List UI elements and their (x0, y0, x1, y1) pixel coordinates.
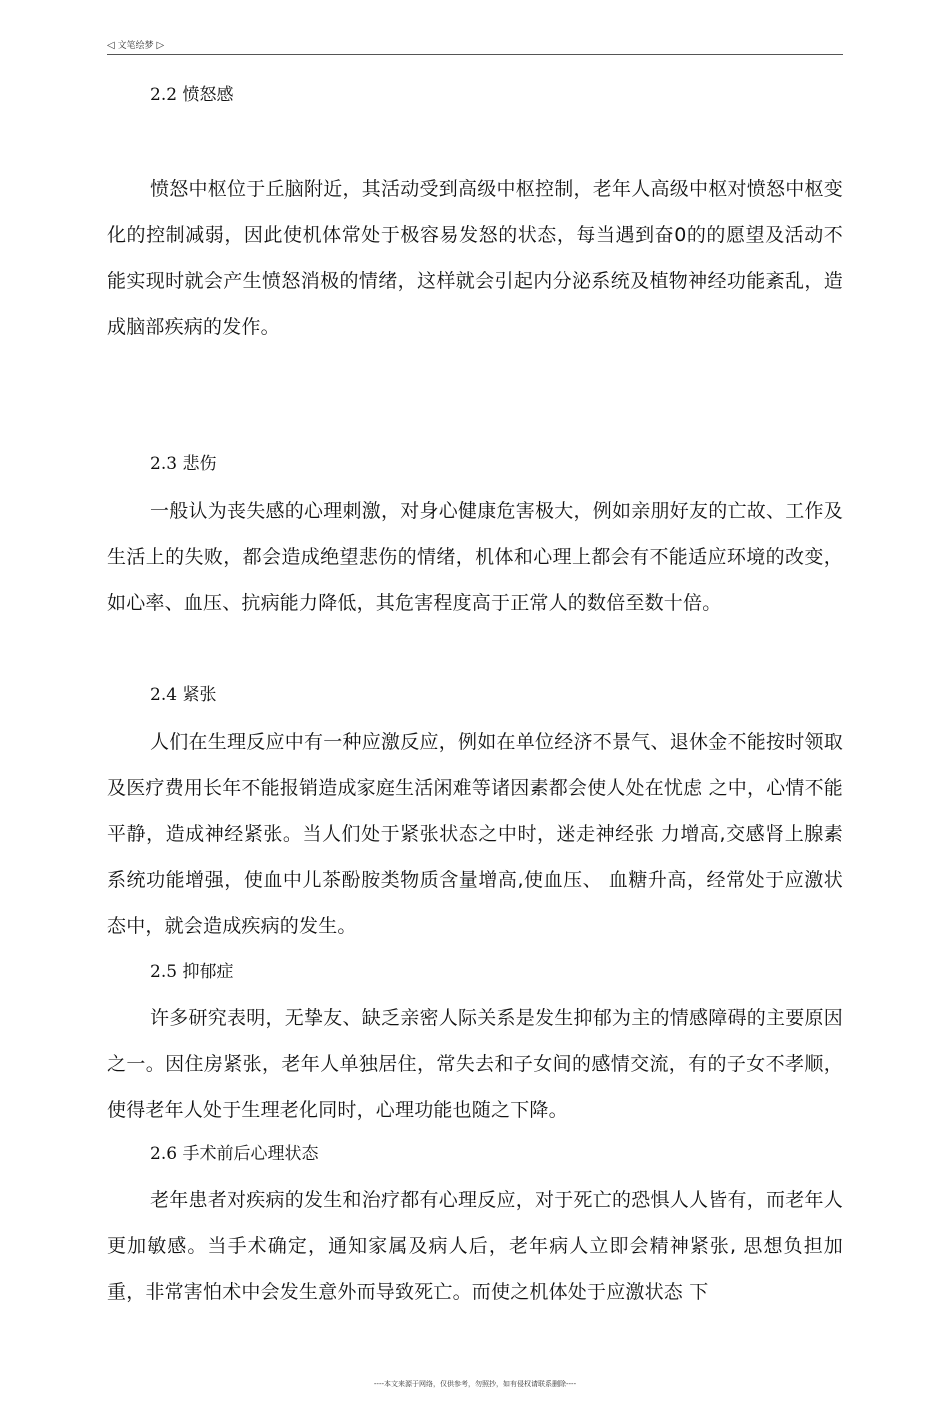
section-number: 2.2 (150, 85, 178, 105)
right-triangle-icon: ▷ (156, 40, 165, 51)
left-triangle-icon: ◁ (107, 40, 115, 51)
section-title: 愤怒感 (182, 85, 234, 105)
section-number: 2.4 (150, 685, 178, 705)
section-title: 抑郁症 (182, 962, 234, 982)
section-title: 手术前后心理状态 (182, 1144, 319, 1164)
section-paragraph-2-2: 愤怒中枢位于丘脑附近，其活动受到高级中枢控制，老年人高级中枢对愤怒中枢变化的控制减弱，因此使机体常处于极容易发怒的状态，每当遇到奋0的的愿望及活动不能实现时就会产生愤怒消极的情绪，这样就会引起内分泌系统及植物神经功能紊乱，造成脑部疾病的发作。 (107, 178, 843, 338)
section-number: 2.5 (150, 962, 178, 982)
section-paragraph-2-6: 老年患者对疾病的发生和治疗都有心理反应，对于死亡的恐惧人人皆有，而老年人更加敏感。当手术确定，通知家属及病人后，老年病人立即会精神紧张, 思想负担加重，非常害怕术中会发生意外而导致死亡。而使之机体处于应激状态 下 (107, 1189, 843, 1303)
section-paragraph-2-3: 一般认为丧失感的心理刺激，对身心健康危害极大，例如亲朋好友的亡故、工作及生活上的失败，都会造成绝望悲伤的情绪，机体和心理上都会有不能适应环境的改变，如心率、血压、抗病能力降低，其危害程度高于正常人的数倍至数十倍。 (107, 500, 843, 614)
page-footer: ----本文来源于网络，仅供参考，勿照抄，如有侵权请联系删除---- (373, 1380, 577, 1388)
section-paragraph-2-4: 人们在生理反应中有一种应激反应，例如在单位经济不景气、退休金不能按时领取及医疗费用长年不能报销造成家庭生活闲难等诸因素都会使人处在忧虑 之中，心情不能平静，造成神经紧张。当人们处于紧张状态之中时，迷走神经张 力增高,交感肾上腺素系统功能增强，使血中儿茶酚胺类物质含量增高,使血压、 血糖升高，经常处于应激状态中，就会造成疾病的发生。 (107, 731, 843, 937)
section-number: 2.6 (150, 1144, 178, 1164)
section-heading-2-2 (150, 83, 233, 107)
section-heading-2-4 (150, 683, 216, 707)
section-title: 悲伤 (182, 454, 217, 474)
section-heading-2-5 (150, 960, 233, 984)
section-paragraph-2-5: 许多研究表明，无挚友、缺乏亲密人际关系是发生抑郁为主的情感障碍的主要原因之一。因住房紧张，老年人单独居住，常失去和子女间的感情交流，有的子女不孝顺，使得老年人处于生理老化同时，心理功能也随之下降。 (107, 1007, 843, 1121)
page-header (107, 38, 164, 54)
header-text: 文笔绘梦 (117, 41, 154, 51)
section-title: 紧张 (182, 685, 217, 705)
section-heading-2-3 (150, 452, 216, 476)
section-number: 2.3 (150, 454, 178, 474)
header-divider (107, 54, 843, 55)
section-heading-2-6 (150, 1142, 318, 1166)
